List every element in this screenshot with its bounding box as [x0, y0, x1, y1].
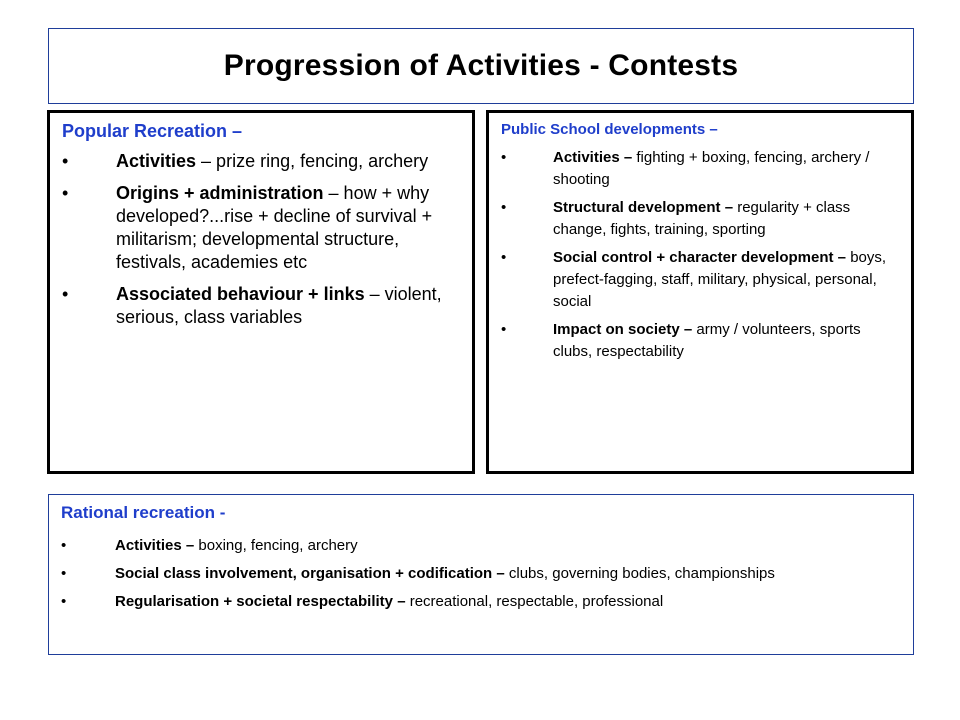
- bullet-icon: •: [501, 149, 507, 166]
- item-lead: Associated behaviour + links: [116, 284, 365, 304]
- item-lead: Activities –: [115, 537, 195, 554]
- item-text: recreational, respectable, professional: [405, 593, 664, 610]
- rational-recreation-panel: [48, 494, 914, 655]
- bullet-icon: •: [62, 284, 69, 304]
- item-text: army / volunteers, sports clubs, respectability: [553, 321, 861, 360]
- public-school-panel: [486, 110, 914, 474]
- list-item: [501, 319, 901, 363]
- item-text: clubs, governing bodies, championships: [504, 565, 775, 582]
- popular-recreation-list: [62, 150, 462, 329]
- title-frame: [48, 28, 914, 104]
- item-lead: Origins + administration: [116, 183, 324, 203]
- list-item: [501, 197, 901, 241]
- item-text: boys, prefect-fagging, staff, military, physical, personal, social: [553, 249, 887, 310]
- bullet-icon: •: [501, 199, 507, 216]
- item-text: – violent, serious, class variables: [116, 284, 442, 327]
- item-lead: Activities –: [553, 149, 633, 166]
- item-lead: Activities: [116, 151, 197, 171]
- item-text: – how + why developed?...rise + decline of survival + militarism; developmental structure, festivals, academies etc: [116, 183, 433, 272]
- slide-title: Progression of Activities - Contests: [223, 49, 739, 82]
- item-text: regularity + class change, fights, training, sporting: [553, 199, 851, 238]
- list-item: [62, 283, 462, 329]
- bullet-icon: •: [501, 321, 507, 338]
- bullet-icon: •: [501, 249, 507, 266]
- bullet-icon: •: [62, 151, 69, 171]
- item-text: – prize ring, fencing, archery: [196, 151, 429, 171]
- popular-recreation-panel: [47, 110, 475, 474]
- list-item: [61, 535, 903, 557]
- item-lead: Structural development –: [553, 199, 734, 216]
- rational-recreation-list: [61, 535, 903, 613]
- item-lead: Social class involvement, organisation + codification –: [115, 565, 505, 582]
- bullet-icon: •: [61, 593, 67, 610]
- public-school-list: [501, 147, 901, 363]
- item-lead: Impact on society –: [553, 321, 693, 338]
- popular-recreation-heading: Popular Recreation –: [62, 121, 243, 141]
- item-text: fighting + boxing, fencing, archery / shooting: [553, 149, 870, 188]
- item-lead: Social control + character development –: [553, 249, 847, 266]
- list-item: [501, 247, 901, 313]
- bullet-icon: •: [61, 565, 67, 582]
- list-item: [61, 563, 903, 585]
- bullet-icon: •: [61, 537, 67, 554]
- list-item: [61, 591, 903, 613]
- item-lead: Regularisation + societal respectability –: [115, 593, 406, 610]
- item-text: boxing, fencing, archery: [194, 537, 358, 554]
- list-item: [62, 182, 462, 274]
- list-item: [501, 147, 901, 191]
- rational-recreation-heading: Rational recreation -: [61, 503, 226, 522]
- list-item: [62, 150, 462, 173]
- bullet-icon: •: [62, 183, 69, 203]
- public-school-heading: Public School developments –: [501, 121, 718, 138]
